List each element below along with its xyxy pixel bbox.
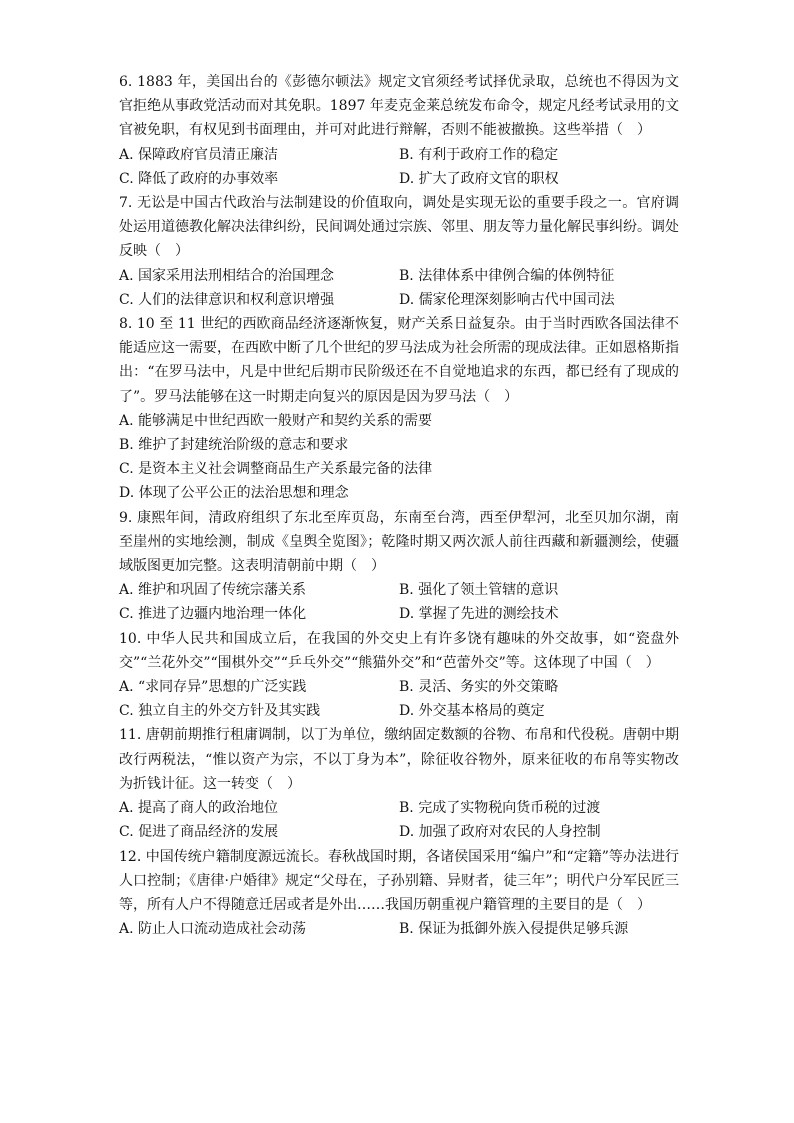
question-10-option-a[interactable]: A. “求同存异”思想的广泛实践	[119, 679, 307, 696]
question-11-option-a[interactable]: A. 提高了商人的政治地位	[119, 800, 279, 817]
question-11-option-b[interactable]: B. 完成了实物税向货币税的过渡	[399, 800, 601, 817]
question-9-options-row-1	[119, 578, 679, 602]
question-7-option-b[interactable]: B. 法律体系中律例合编的体例特征	[399, 267, 615, 284]
question-12-option-a[interactable]: A. 防止人口流动造成社会动荡	[119, 921, 307, 938]
question-11-option-d[interactable]: D. 加强了政府对农民的人身控制	[399, 824, 601, 841]
question-12-stem: 12. 中国传统户籍制度源远流长。春秋战国时期，各诸侯国采用“编户”和“定籍”等办法进行人口控制；《唐律·户婚律》规定“父母在，子孙别籍、异财者，徒三年”；明代户分军民匠三等，所有人户不得随意迁居或者是外出……我国历朝重视户籍管理的主要目的是（ ）	[119, 848, 679, 913]
question-12	[119, 845, 679, 942]
question-8-option-d[interactable]: D. 体现了公平公正的法治思想和理念	[119, 485, 349, 502]
question-10-options-row-2	[119, 699, 679, 723]
question-7-options-row-2	[119, 288, 679, 312]
question-11-stem: 11. 唐朝前期推行租庸调制，以丁为单位，缴纳固定数额的谷物、布帛和代役税。唐朝中期改行两税法，“惟以资产为宗，不以丁身为本”，除征收谷物外，原来征收的布帛等实物改为折钱计征。这一转变（ ）	[119, 727, 679, 792]
question-6-option-a[interactable]: A. 保障政府官员清正廉洁	[119, 146, 279, 163]
question-9-option-b[interactable]: B. 强化了领土管辖的意识	[399, 582, 559, 599]
question-6-option-d[interactable]: D. 扩大了政府文官的职权	[399, 170, 559, 187]
question-7-option-a[interactable]: A. 国家采用法刑相结合的治国理念	[119, 267, 335, 284]
question-11-options-row-1	[119, 796, 679, 820]
question-11	[119, 723, 679, 844]
question-7	[119, 191, 679, 312]
question-12-options-row-1	[119, 917, 679, 941]
question-11-options-row-2	[119, 820, 679, 844]
question-10	[119, 627, 679, 724]
question-6-options-row-2	[119, 167, 679, 191]
question-8	[119, 312, 679, 506]
question-8-stem: 8. 10 至 11 世纪的西欧商品经济逐渐恢复，财产关系日益复杂。由于当时西欧各国法律不能适应这一需要，在西欧中断了几个世纪的罗马法成为社会所需的现成法律。正如恩格斯指出：“在罗马法中，凡是中世纪后期市民阶级还在不自觉地追求的东西，都已经有了现成的了”。罗马法能够在这一时期走向复兴的原因是因为罗马法（ ）	[119, 316, 679, 405]
question-7-option-c[interactable]: C. 人们的法律意识和权利意识增强	[119, 291, 335, 308]
question-6	[119, 70, 679, 191]
question-9-options-row-2	[119, 602, 679, 626]
question-8-option-b[interactable]: B. 维护了封建统治阶级的意志和要求	[119, 437, 349, 454]
question-6-option-c[interactable]: C. 降低了政府的办事效率	[119, 170, 279, 187]
question-7-option-d[interactable]: D. 儒家伦理深刻影响古代中国司法	[399, 291, 615, 308]
question-9-option-d[interactable]: D. 掌握了先进的测绘技术	[399, 606, 559, 623]
question-10-stem: 10. 中华人民共和国成立后，在我国的外交史上有许多饶有趣味的外交故事，如“瓷盘外交”“兰花外交”“围棋外交”“乒乓外交”“熊猫外交”和“芭蕾外交”等。这体现了中国（ ）	[119, 630, 679, 671]
question-9-option-a[interactable]: A. 维护和巩固了传统宗藩关系	[119, 582, 307, 599]
question-7-stem: 7. 无讼是中国古代政治与法制建设的价值取向，调处是实现无讼的重要手段之一。官府调处运用道德教化解决法律纠纷，民间调处通过宗族、邻里、朋友等力量化解民事纠纷。调处反映（ ）	[119, 195, 679, 260]
question-6-option-b[interactable]: B. 有利于政府工作的稳定	[399, 146, 559, 163]
question-12-option-b[interactable]: B. 保证为抵御外族入侵提供足够兵源	[399, 921, 629, 938]
exam-page	[119, 70, 679, 941]
question-10-option-b[interactable]: B. 灵活、务实的外交策略	[399, 679, 559, 696]
question-9-option-c[interactable]: C. 推进了边疆内地治理一体化	[119, 606, 307, 623]
question-10-option-c[interactable]: C. 独立自主的外交方针及其实践	[119, 703, 321, 720]
question-6-options-row-1	[119, 143, 679, 167]
question-8-option-a[interactable]: A. 能够满足中世纪西欧一般财产和契约关系的需要	[119, 412, 433, 429]
question-9	[119, 506, 679, 627]
question-10-options-row-1	[119, 675, 679, 699]
question-10-option-d[interactable]: D. 外交基本格局的奠定	[399, 703, 545, 720]
question-9-stem: 9. 康熙年间，清政府组织了东北至库页岛，东南至台湾，西至伊犁河，北至贝加尔湖，南至崖州的实地绘测，制成《皇舆全览图》；乾隆时期又两次派人前往西藏和新疆测绘，使疆域版图更加完整。这表明清朝前中期（ ）	[119, 509, 679, 575]
question-8-option-c[interactable]: C. 是资本主义社会调整商品生产关系最完备的法律	[119, 461, 433, 478]
question-7-options-row-1	[119, 264, 679, 288]
question-11-option-c[interactable]: C. 促进了商品经济的发展	[119, 824, 279, 841]
question-6-stem: 6. 1883 年，美国出台的《彭德尔顿法》规定文官须经考试择优录取，总统也不得因为文官拒绝从事政党活动而对其免职。1897 年麦克金莱总统发布命令，规定凡经考试录用的文官被免职，有权见到书面理由，并可对此进行辩解，否则不能被撤换。这些举措（ ）	[119, 74, 679, 139]
